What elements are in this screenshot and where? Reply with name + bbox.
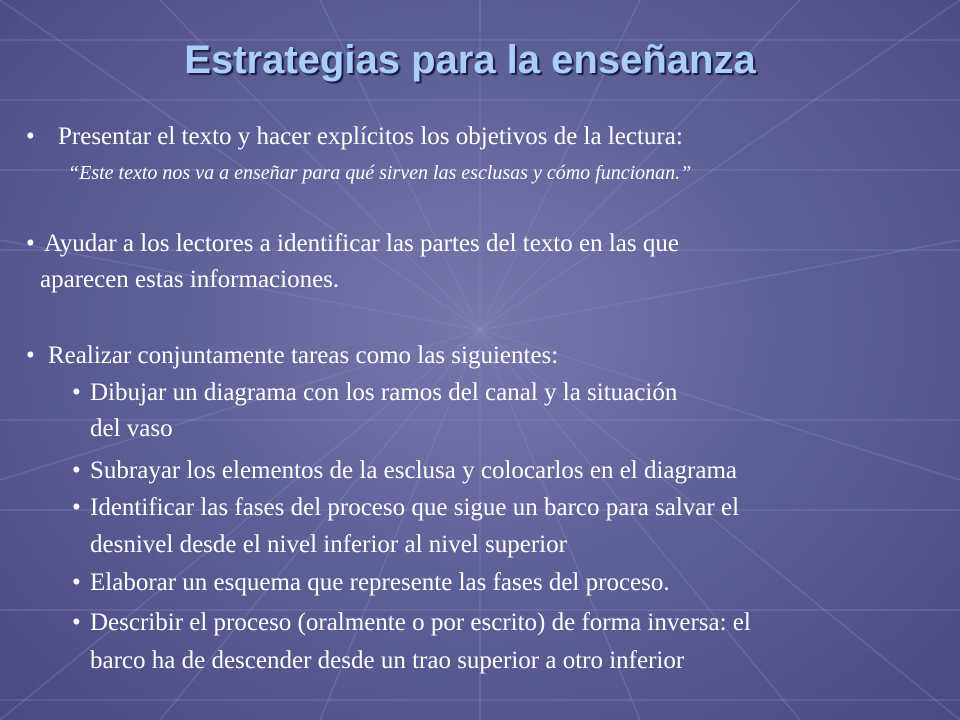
bullet-item-1-text: Presentar el texto y hacer explícitos los objetivos de la lectura:	[58, 123, 683, 150]
bullet-glyph: •	[72, 457, 81, 484]
bullet-item-1	[26, 122, 683, 152]
bullet-glyph: •	[26, 123, 35, 150]
bullet-item-3-text: Realizar conjuntamente tareas como las siguientes:	[48, 342, 559, 369]
bullet-glyph: •	[72, 494, 81, 521]
bullet-glyph: •	[72, 609, 81, 636]
bullet-glyph: •	[72, 569, 81, 596]
bullet-glyph: •	[26, 230, 35, 257]
bullet-item-3	[26, 341, 558, 371]
sub-item-4	[72, 568, 670, 598]
sub-item-5-text: Describir el proceso (oralmente o por escrito) de forma inversa: el	[90, 609, 751, 636]
sub-item-2-text: Subrayar los elementos de la esclusa y colocarlos en el diagrama	[90, 457, 737, 484]
example-quote: “Este texto nos va a enseñar para qué sirven las esclusas y cómo funcionan.”	[68, 162, 692, 184]
bullet-item-2	[26, 229, 679, 259]
sub-item-3-continuation: desnivel desde el nivel inferior al nivel superior	[90, 531, 567, 558]
sub-item-3-text: Identificar las fases del proceso que sigue un barco para salvar el	[90, 494, 740, 521]
bullet-item-2-continuation: aparecen estas informaciones.	[40, 266, 340, 293]
sub-item-1	[72, 378, 677, 408]
sub-item-5	[72, 608, 751, 638]
sub-item-5-continuation: barco ha de descender desde un trao superior a otro inferior	[90, 647, 685, 674]
bullet-glyph: •	[72, 379, 81, 406]
sub-item-1-continuation: del vaso	[90, 415, 173, 442]
sub-item-4-text: Elaborar un esquema que represente las fases del proceso.	[90, 569, 670, 596]
sub-item-2	[72, 456, 737, 486]
bullet-glyph: •	[26, 342, 35, 369]
slide-title: Estrategias para la enseñanza	[184, 38, 756, 82]
sub-item-3	[72, 493, 739, 523]
bullet-item-2-text: Ayudar a los lectores a identificar las partes del texto en las que	[44, 230, 679, 257]
sub-item-1-text: Dibujar un diagrama con los ramos del canal y la situación	[90, 379, 678, 406]
